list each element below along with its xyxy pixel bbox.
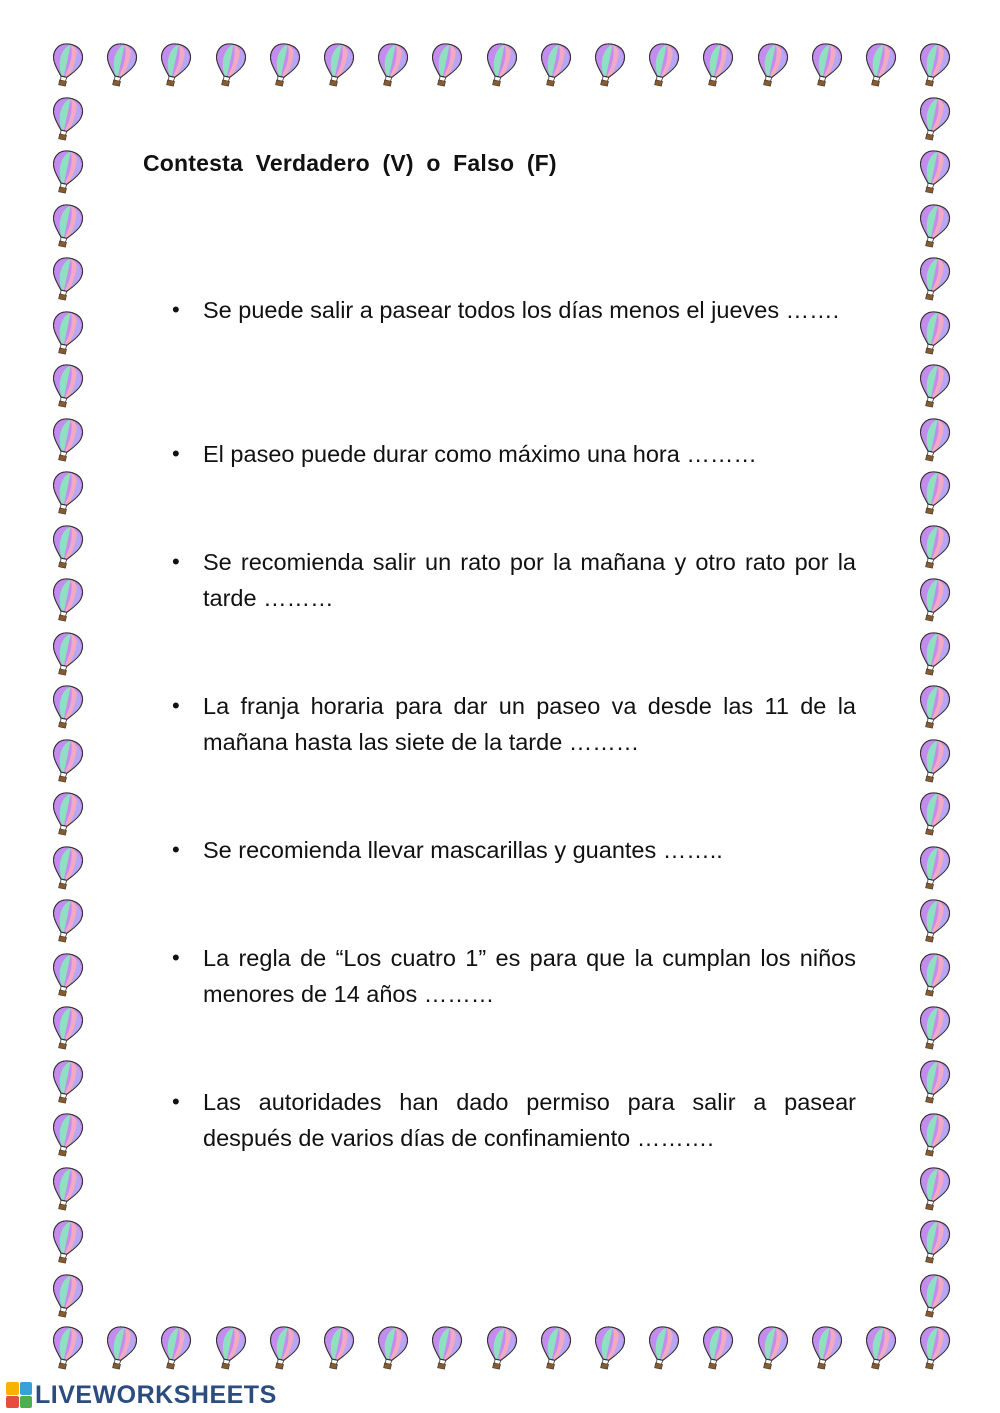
hot-air-balloon-icon	[50, 310, 84, 358]
bullet-icon: •	[172, 297, 180, 322]
hot-air-balloon-icon	[917, 1112, 951, 1160]
question-item-5	[172, 832, 856, 868]
question-text: La regla de “Los cuatro 1” es para que la cumplan los niños menores de 14 años ………	[203, 945, 856, 1007]
hot-air-balloon-icon	[646, 1325, 680, 1373]
bullet-icon: •	[172, 693, 180, 718]
hot-air-balloon-icon	[50, 845, 84, 893]
hot-air-balloon-icon	[50, 470, 84, 518]
question-text: Se recomienda salir un rato por la mañana y otro rato por la tarde ………	[203, 549, 856, 611]
hot-air-balloon-icon	[700, 1325, 734, 1373]
hot-air-balloon-icon	[158, 1325, 192, 1373]
question-item-3	[172, 544, 856, 616]
question-item-2	[172, 436, 856, 472]
hot-air-balloon-icon	[917, 203, 951, 251]
hot-air-balloon-icon	[538, 42, 572, 90]
hot-air-balloon-icon	[592, 42, 626, 90]
hot-air-balloon-icon	[50, 1273, 84, 1321]
liveworksheets-logo-icon	[6, 1382, 32, 1408]
hot-air-balloon-icon	[50, 791, 84, 839]
hot-air-balloon-icon	[917, 631, 951, 679]
hot-air-balloon-icon	[429, 42, 463, 90]
hot-air-balloon-icon	[104, 1325, 138, 1373]
hot-air-balloon-icon	[917, 1166, 951, 1214]
hot-air-balloon-icon	[755, 1325, 789, 1373]
hot-air-balloon-icon	[917, 1059, 951, 1107]
hot-air-balloon-icon	[104, 42, 138, 90]
question-text: Se recomienda llevar mascarillas y guantes ……..	[203, 837, 723, 863]
hot-air-balloon-icon	[917, 791, 951, 839]
bullet-icon: •	[172, 1089, 180, 1114]
hot-air-balloon-icon	[592, 1325, 626, 1373]
hot-air-balloon-icon	[863, 1325, 897, 1373]
hot-air-balloon-icon	[375, 1325, 409, 1373]
hot-air-balloon-icon	[917, 42, 951, 90]
hot-air-balloon-icon	[917, 417, 951, 465]
hot-air-balloon-icon	[917, 1005, 951, 1053]
hot-air-balloon-icon	[917, 96, 951, 144]
bullet-icon: •	[172, 945, 180, 970]
hot-air-balloon-icon	[213, 42, 247, 90]
bullet-icon: •	[172, 549, 180, 574]
hot-air-balloon-icon	[700, 42, 734, 90]
hot-air-balloon-icon	[917, 952, 951, 1000]
watermark-text: LIVEWORKSHEETS	[35, 1380, 277, 1409]
hot-air-balloon-icon	[50, 96, 84, 144]
question-text: Se puede salir a pasear todos los días menos el jueves …….	[203, 297, 840, 323]
hot-air-balloon-icon	[50, 417, 84, 465]
hot-air-balloon-icon	[755, 42, 789, 90]
hot-air-balloon-icon	[50, 1005, 84, 1053]
hot-air-balloon-icon	[50, 149, 84, 197]
hot-air-balloon-icon	[50, 363, 84, 411]
hot-air-balloon-icon	[917, 363, 951, 411]
hot-air-balloon-icon	[50, 577, 84, 625]
hot-air-balloon-icon	[321, 1325, 355, 1373]
hot-air-balloon-icon	[646, 42, 680, 90]
hot-air-balloon-icon	[429, 1325, 463, 1373]
hot-air-balloon-icon	[267, 42, 301, 90]
hot-air-balloon-icon	[50, 1325, 84, 1373]
hot-air-balloon-icon	[50, 1059, 84, 1107]
hot-air-balloon-icon	[50, 1112, 84, 1160]
hot-air-balloon-icon	[917, 845, 951, 893]
liveworksheets-watermark[interactable]	[6, 1381, 277, 1409]
hot-air-balloon-icon	[917, 1325, 951, 1373]
question-item-6	[172, 940, 856, 1012]
hot-air-balloon-icon	[917, 1273, 951, 1321]
hot-air-balloon-icon	[158, 42, 192, 90]
bullet-icon: •	[172, 441, 180, 466]
hot-air-balloon-icon	[917, 684, 951, 732]
hot-air-balloon-icon	[50, 256, 84, 304]
hot-air-balloon-icon	[917, 256, 951, 304]
hot-air-balloon-icon	[484, 42, 518, 90]
hot-air-balloon-icon	[538, 1325, 572, 1373]
bullet-icon: •	[172, 837, 180, 862]
hot-air-balloon-icon	[50, 631, 84, 679]
hot-air-balloon-icon	[917, 738, 951, 786]
hot-air-balloon-icon	[213, 1325, 247, 1373]
hot-air-balloon-icon	[917, 310, 951, 358]
question-item-4	[172, 688, 856, 760]
hot-air-balloon-icon	[375, 42, 409, 90]
hot-air-balloon-icon	[50, 203, 84, 251]
question-text: La franja horaria para dar un paseo va desde las 11 de la mañana hasta las siete de la tarde ………	[203, 693, 856, 755]
page-title: Contesta Verdadero (V) o Falso (F)	[143, 150, 557, 176]
hot-air-balloon-icon	[917, 470, 951, 518]
hot-air-balloon-icon	[50, 524, 84, 572]
hot-air-balloon-icon	[50, 952, 84, 1000]
hot-air-balloon-icon	[50, 42, 84, 90]
hot-air-balloon-icon	[917, 577, 951, 625]
hot-air-balloon-icon	[50, 1219, 84, 1267]
hot-air-balloon-icon	[809, 1325, 843, 1373]
hot-air-balloon-icon	[321, 42, 355, 90]
hot-air-balloon-icon	[917, 524, 951, 572]
question-text: El paseo puede durar como máximo una hora ………	[203, 441, 757, 467]
question-item-7	[172, 1084, 856, 1156]
hot-air-balloon-icon	[484, 1325, 518, 1373]
hot-air-balloon-icon	[50, 684, 84, 732]
hot-air-balloon-icon	[50, 738, 84, 786]
hot-air-balloon-icon	[917, 898, 951, 946]
hot-air-balloon-icon	[809, 42, 843, 90]
hot-air-balloon-icon	[917, 1219, 951, 1267]
hot-air-balloon-icon	[863, 42, 897, 90]
question-item-1	[172, 292, 856, 328]
hot-air-balloon-icon	[917, 149, 951, 197]
hot-air-balloon-icon	[267, 1325, 301, 1373]
hot-air-balloon-icon	[50, 1166, 84, 1214]
question-text: Las autoridades han dado permiso para salir a pasear después de varios días de confinamiento ……….	[203, 1089, 856, 1151]
hot-air-balloon-icon	[50, 898, 84, 946]
